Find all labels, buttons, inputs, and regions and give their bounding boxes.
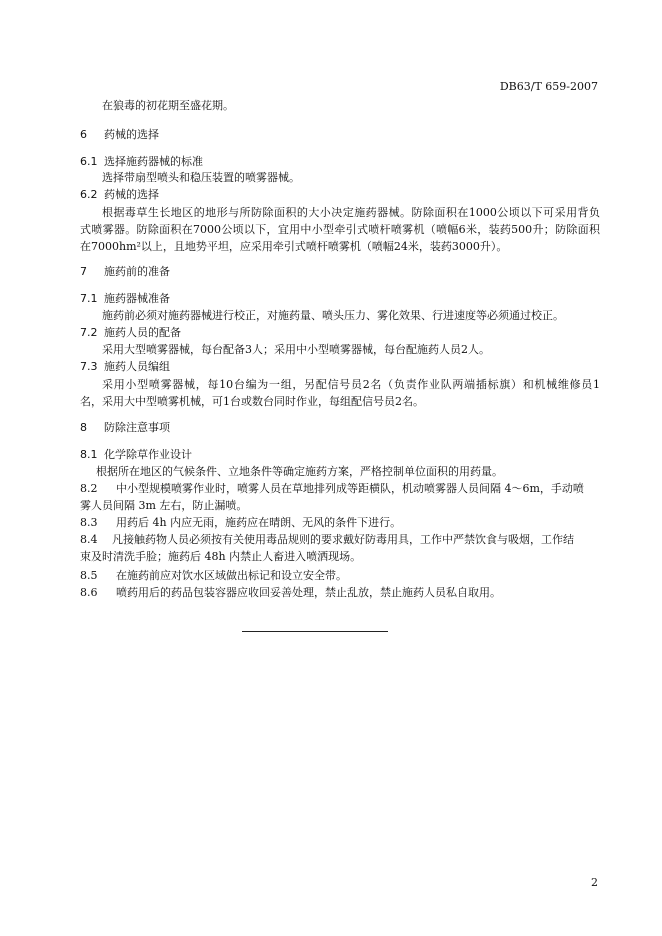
end-rule-divider (242, 631, 388, 632)
clause-text: 用药后 4h 内应无雨，施药应在晴朗、无风的条件下进行。 (116, 516, 402, 529)
paragraph-line: 采用小型喷雾器械，每10台编为一组，另配信号员2名（负责作业队两端插标旗）和机械维修员1 (102, 378, 600, 391)
clause-8-6 (80, 584, 600, 601)
clause-number: 8.3 (80, 516, 98, 529)
section-number: 6.2 (80, 188, 98, 201)
paragraph-line: 在7000hm²以上，且地势平坦，应采用牵引式喷杆喷雾机（喷幅24米，装药3000升）。 (80, 240, 508, 253)
paragraph-line: 雾人员间隔 3m 左右，防止漏喷。 (80, 499, 248, 512)
paragraph-line: 式喷雾器。防除面积在7000公顷以下，宜用中小型牵引式喷杆喷雾机（喷幅6米，装药500升；防除面积 (80, 223, 600, 236)
section-number: 7.3 (80, 360, 98, 373)
section-heading-6-2 (80, 186, 600, 203)
section-heading-7-1 (80, 290, 600, 307)
clause-text: 在施药前应对饮水区域做出标记和设立安全带。 (116, 569, 347, 582)
section-heading-6-1 (80, 153, 600, 170)
section-number: 8 (80, 421, 87, 434)
section-heading-7 (80, 263, 600, 280)
paragraph-line: 施药前必须对施药器械进行校正，对施药量、喷头压力、雾化效果、行进速度等必须通过校正。 (102, 309, 564, 322)
section-number: 7 (80, 265, 87, 278)
clause-text: 喷药用后的药品包装容器应收回妥善处理，禁止乱放，禁止施药人员私自取用。 (116, 586, 501, 599)
paragraph-line: 采用大型喷雾器械，每台配备3人；采用中小型喷雾器械，每台配施药人员2人。 (102, 343, 490, 356)
section-number: 7.2 (80, 326, 98, 339)
clause-8-3 (80, 514, 600, 531)
section-title: 防除注意事项 (104, 421, 170, 434)
clause-number: 8.6 (80, 586, 98, 599)
paragraph-line: 名，采用大中型喷雾机械，可1台或数台同时作业，每组配信号员2名。 (80, 395, 424, 408)
clause-8-5 (80, 567, 600, 584)
section-heading-7-3 (80, 358, 600, 375)
paragraph-line: 束及时清洗手脸；施药后 48h 内禁止人畜进入喷洒现场。 (80, 550, 362, 563)
paragraph-line: 在狼毒的初花期至盛花期。 (102, 99, 234, 112)
section-title: 药械的选择 (104, 188, 159, 201)
section-title: 施药前的准备 (104, 265, 170, 278)
section-number: 8.1 (80, 448, 98, 461)
clause-number: 8.5 (80, 569, 98, 582)
section-heading-8-1 (80, 446, 600, 463)
clause-text: 凡接触药物人员必须按有关使用毒品规则的要求戴好防毒用具，工作中严禁饮食与吸烟，工作结 (112, 533, 574, 546)
section-title: 施药人员的配备 (104, 326, 181, 339)
section-number: 6.1 (80, 155, 98, 168)
section-title: 化学除草作业设计 (104, 448, 192, 461)
section-number: 6 (80, 128, 87, 141)
clause-number: 8.4 (80, 533, 98, 546)
clause-8-4 (80, 531, 600, 548)
paragraph-line: 根据所在地区的气候条件、立地条件等确定施药方案，严格控制单位面积的用药量。 (96, 465, 503, 478)
paragraph-line: 根据毒草生长地区的地形与所防除面积的大小决定施药器械。防除面积在1000公顷以下可采用背负 (102, 206, 600, 219)
section-number: 7.1 (80, 292, 98, 305)
section-title: 药械的选择 (104, 128, 159, 141)
clause-8-2 (80, 480, 600, 497)
page-number: 2 (591, 876, 598, 889)
clause-text: 中小型规模喷雾作业时，喷雾人员在草地排列成等距横队，机动喷雾器人员间隔 4～6m，手动喷 (116, 482, 584, 495)
document-code: DB63/T 659-2007 (499, 80, 598, 93)
section-heading-7-2 (80, 324, 600, 341)
paragraph-line: 选择带扇型喷头和稳压装置的喷雾器械。 (102, 171, 300, 184)
section-title: 施药器械准备 (104, 292, 170, 305)
section-heading-8 (80, 419, 600, 436)
clause-number: 8.2 (80, 482, 98, 495)
section-title: 施药人员编组 (104, 360, 170, 373)
section-title: 选择施药器械的标准 (104, 155, 203, 168)
section-heading-6 (80, 126, 600, 143)
